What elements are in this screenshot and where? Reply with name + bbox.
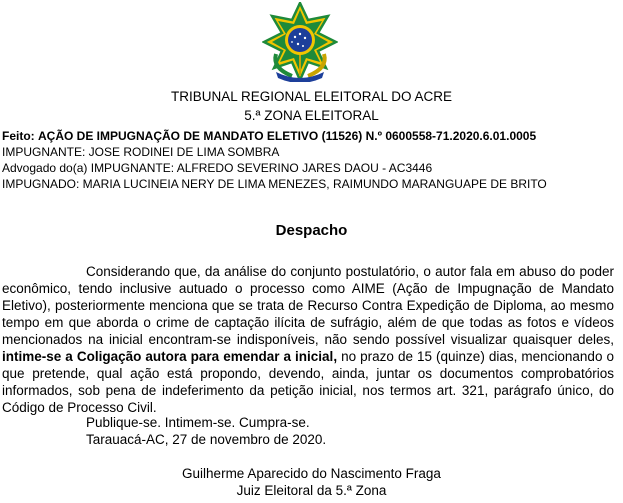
body-text-part2: no prazo de 15 (quinze) dias, mencionando o que pretende, qual ação está propondo, devendo, ainda, juntar os documentos comprobatórios informados, sob pena de indeferimento da petição inicial, nos termos art. 321, parágrafo único, do Código de Processo Civil. <box>2 349 614 415</box>
impugnado-line: IMPUGNADO: MARIA LUCINEIA NERY DE LIMA MENEZES, RAIMUNDO MARANGUAPE DE BRITO <box>2 177 547 191</box>
place-date-line: Tarauacá-AC, 27 de novembro de 2020. <box>86 432 327 447</box>
advogado-line: Advogado do(a) IMPUGNANTE: ALFREDO SEVERINO JARES DAOU - AC3446 <box>2 161 433 175</box>
body-text-bold: intime-se a Coligação autora para emendar a inicial, <box>2 349 338 364</box>
document-title: Despacho <box>275 222 348 239</box>
zone-name: 5.ª ZONA ELEITORAL <box>244 108 379 123</box>
impugnante-line: IMPUGNANTE: JOSE RODINEI DE LIMA SOMBRA <box>2 145 280 159</box>
signer-role: Juiz Eleitoral da 5.ª Zona <box>236 483 387 498</box>
court-name: TRIBUNAL REGIONAL ELEITORAL DO ACRE <box>170 89 453 104</box>
feito-value: AÇÃO DE IMPUGNAÇÃO DE MANDATO ELETIVO (11526) N.º 0600558-71.2020.6.01.0005 <box>38 129 537 143</box>
body-text-part1: Considerando que, da análise do conjunto postulatório, o autor fala em abuso do poder econômico, tendo inclusive autuado o processo como AIME (Ação de Impugnação de Mandato Eletivo), posteriormente menciona que se trata de Recurso Contra Expedição de Diploma, ao mesmo tempo em que aborda o crime de captação ilícita de sufrágio, além de que todas as fotos e vídeos mencionados na inicial encontram-se indisponíveis, não sendo possível visualizar quaisquer deles, <box>2 264 614 347</box>
feito-label: Feito: <box>2 129 35 143</box>
brazil-coat-of-arms-emblem <box>262 2 338 82</box>
despacho-body <box>2 263 614 416</box>
despacho-paragraph <box>2 263 614 416</box>
publish-line: Publique-se. Intimem-se. Cumpra-se. <box>86 415 310 430</box>
case-feito-line <box>2 128 536 144</box>
signer-name: Guilherme Aparecido do Nascimento Fraga <box>182 466 441 481</box>
